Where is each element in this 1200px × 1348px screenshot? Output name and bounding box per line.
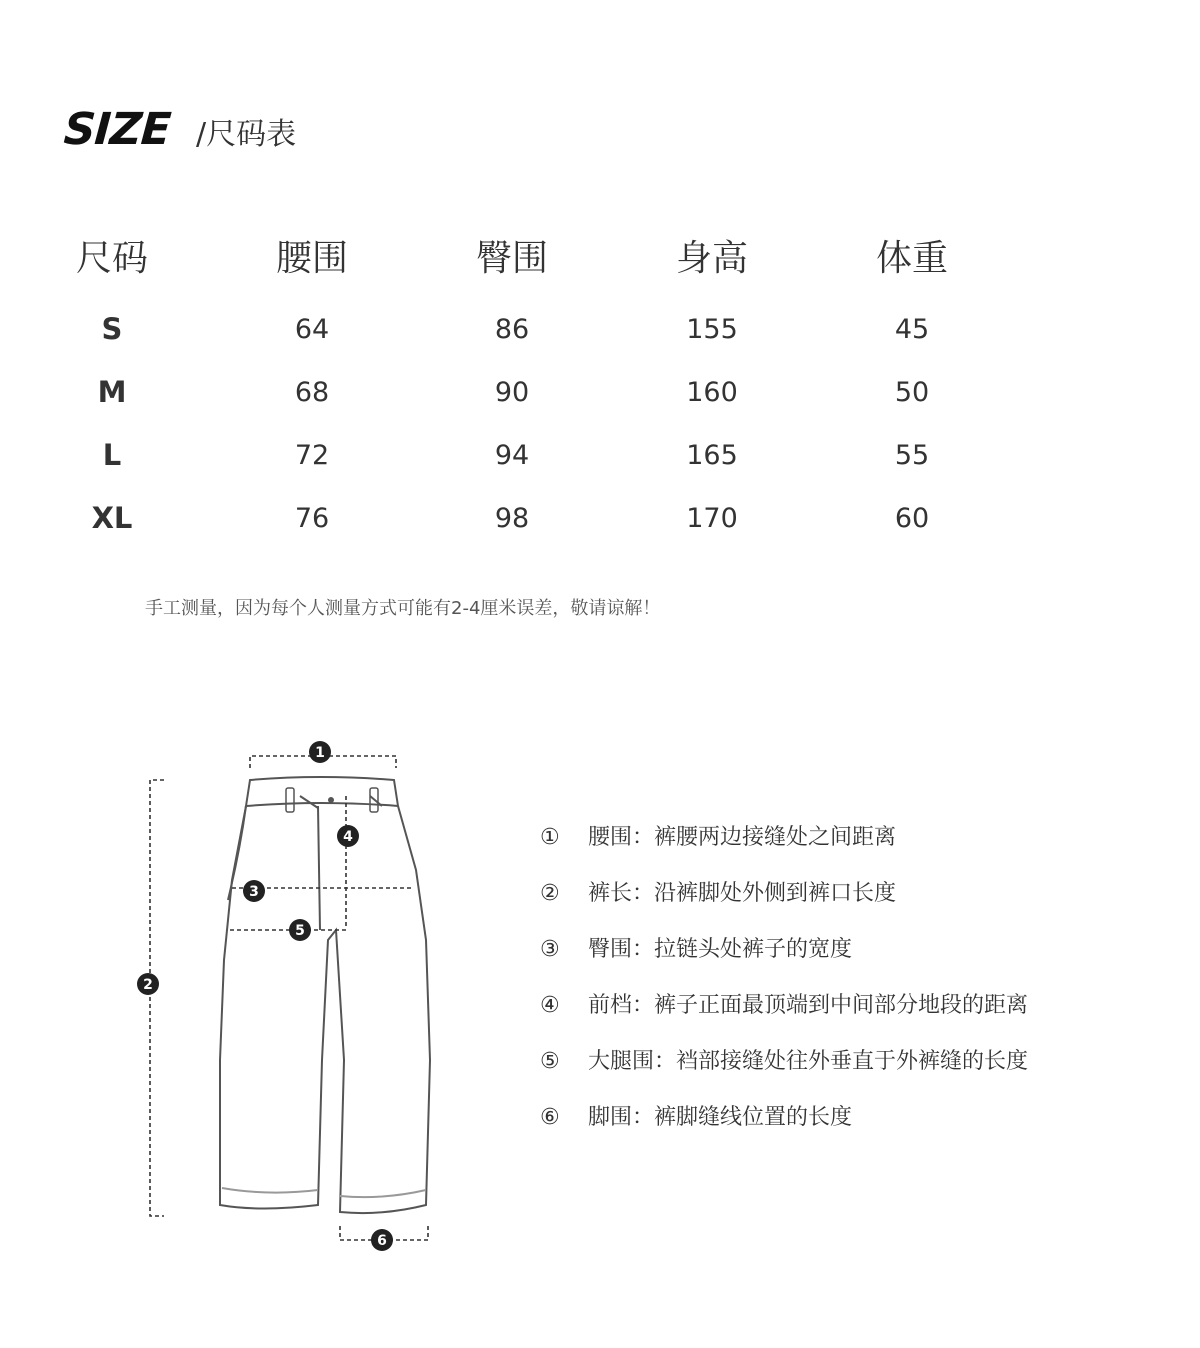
measure-lines xyxy=(150,756,428,1240)
legend-text: 腰围：裤腰两边接缝处之间距离 xyxy=(588,825,897,850)
legend-number: ③ xyxy=(540,937,560,962)
table-cell: 60 xyxy=(894,503,930,534)
table-row xyxy=(12,487,1012,550)
header-cell: 腰围 xyxy=(275,238,348,279)
list-item xyxy=(540,818,1028,874)
svg-text:2: 2 xyxy=(143,977,153,993)
svg-text:5: 5 xyxy=(295,923,305,939)
table-cell: M xyxy=(97,375,127,409)
legend-text: 前档：裤子正面最顶端到中间部分地段的距离 xyxy=(588,993,1029,1018)
header-cell: 身高 xyxy=(675,238,748,279)
list-item xyxy=(540,1042,1028,1098)
table-cell: 76 xyxy=(294,503,330,534)
legend-number: ① xyxy=(540,825,560,850)
table-cell: 64 xyxy=(294,314,330,345)
svg-text:3: 3 xyxy=(249,884,259,900)
svg-text:4: 4 xyxy=(343,829,353,845)
table-row xyxy=(12,298,1012,361)
pants-diagram xyxy=(130,730,450,1260)
pants-outline xyxy=(220,777,430,1213)
marker-6 xyxy=(371,1229,393,1251)
table-cell: 170 xyxy=(686,503,738,534)
title-main: SIZE xyxy=(62,104,172,155)
table-header xyxy=(12,228,1012,290)
list-item xyxy=(540,874,1028,930)
table-cell: L xyxy=(102,438,122,472)
table-row xyxy=(12,361,1012,424)
marker-4 xyxy=(337,825,359,847)
list-item xyxy=(540,1098,1028,1154)
list-item xyxy=(540,930,1028,986)
table-cell: 72 xyxy=(294,440,330,471)
header-cell: 尺码 xyxy=(75,238,148,279)
legend-number: ② xyxy=(540,881,560,906)
legend-text: 大腿围：裆部接缝处往外垂直于外裤缝的长度 xyxy=(588,1049,1029,1074)
legend-number: ④ xyxy=(540,993,560,1018)
table-cell: 86 xyxy=(494,314,530,345)
table-cell: 50 xyxy=(894,377,930,408)
marker-2 xyxy=(137,973,159,995)
table-cell: 55 xyxy=(894,440,930,471)
legend-text: 裤长：沿裤脚处外侧到裤口长度 xyxy=(588,881,897,906)
table-cell: 155 xyxy=(686,314,738,345)
list-item xyxy=(540,986,1028,1042)
legend-number: ⑤ xyxy=(540,1049,560,1074)
header-cell: 臀围 xyxy=(475,238,548,279)
legend-number: ⑥ xyxy=(540,1105,560,1130)
table-cell: 165 xyxy=(686,440,738,471)
title-sub: /尺码表 xyxy=(196,117,297,152)
marker-1 xyxy=(309,741,331,763)
table-cell: 94 xyxy=(494,440,530,471)
header-cell: 体重 xyxy=(875,238,948,279)
page-title xyxy=(64,104,296,164)
svg-text:6: 6 xyxy=(377,1233,387,1249)
legend-text: 脚围：裤脚缝线位置的长度 xyxy=(588,1105,853,1130)
table-cell: 98 xyxy=(494,503,530,534)
legend-text: 臀围：拉链头处裤子的宽度 xyxy=(588,937,853,962)
table-cell: S xyxy=(101,312,123,346)
table-cell: XL xyxy=(91,501,133,535)
table-cell: 45 xyxy=(894,314,930,345)
marker-3 xyxy=(243,880,265,902)
table-cell: 68 xyxy=(294,377,330,408)
svg-text:1: 1 xyxy=(315,745,325,761)
table-row xyxy=(12,424,1012,487)
size-table xyxy=(12,228,1012,550)
measurement-legend xyxy=(540,818,1028,1154)
measurement-note: 手工测量，因为每个人测量方式可能有2-4厘米误差，敬请谅解！ xyxy=(145,598,661,619)
table-cell: 90 xyxy=(494,377,530,408)
marker-5 xyxy=(289,919,311,941)
table-cell: 160 xyxy=(686,377,738,408)
pants-details xyxy=(286,788,378,812)
